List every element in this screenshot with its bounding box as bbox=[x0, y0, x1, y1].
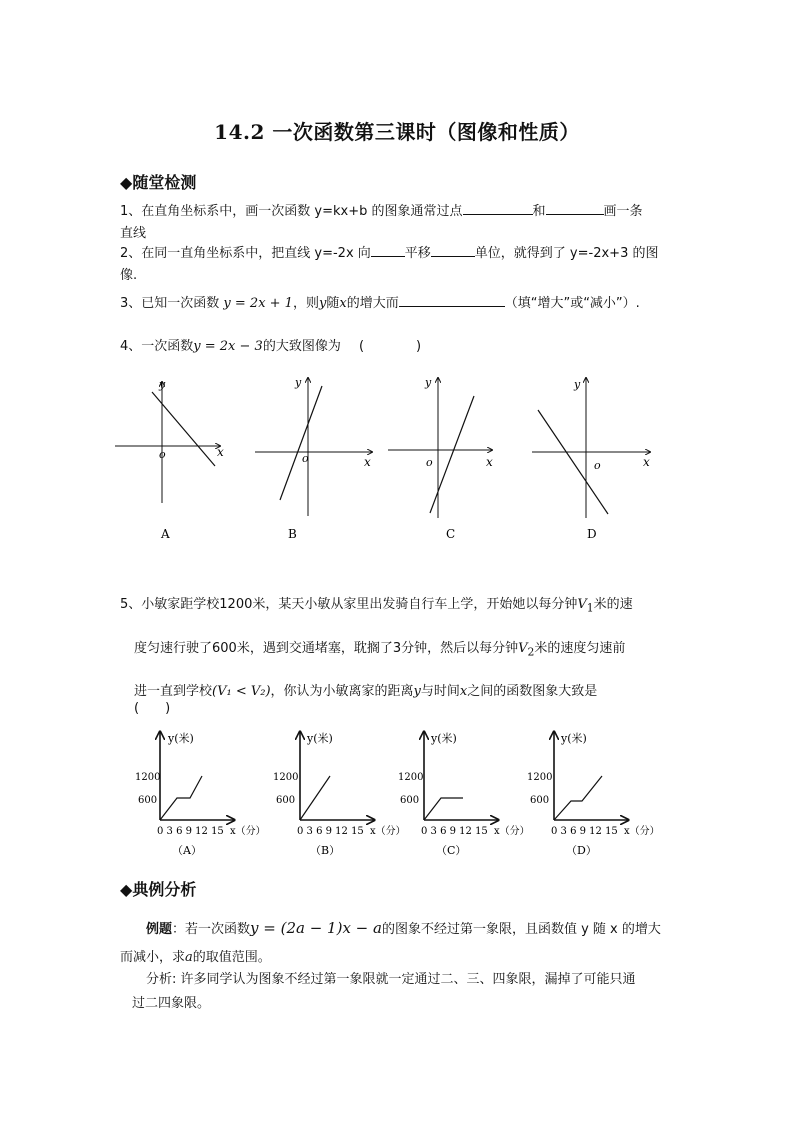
q5-graphs bbox=[130, 726, 690, 866]
q4-graphs bbox=[100, 368, 680, 548]
q5-graph-a-x-label: x（分） bbox=[230, 826, 266, 837]
question-3 bbox=[120, 292, 700, 315]
q3-text-4: 的增大而 bbox=[346, 296, 399, 311]
q5-graph-d-x-label: x（分） bbox=[624, 826, 660, 837]
graph-b-line bbox=[280, 386, 322, 500]
q4-text-2: 的大致图像为 bbox=[262, 339, 341, 354]
q5-graph-c-y-label: y(米) bbox=[431, 732, 457, 745]
graph-c-caption: C bbox=[446, 527, 456, 541]
section-heading-examples bbox=[120, 877, 196, 900]
q3-text: 3、已知一次函数 bbox=[120, 296, 220, 311]
example-text-2: 的图象不经过第一象限，且函数值 y 随 x 的增大 bbox=[381, 922, 661, 937]
q4-formula: y = 2x − 3 bbox=[193, 339, 263, 354]
graph-b-y-label: y bbox=[295, 376, 302, 389]
q5-text-2b: 米的速度匀速前 bbox=[534, 640, 626, 656]
graph-d[interactable] bbox=[532, 378, 650, 541]
graph-d-y-label: y bbox=[574, 378, 581, 391]
q2-text: 2、在同一直角坐标系中，把直线 y=-2x 向 bbox=[120, 246, 371, 261]
graph-a-origin: o bbox=[159, 448, 166, 461]
q5-graph-c[interactable] bbox=[398, 731, 530, 857]
graph-c[interactable] bbox=[388, 376, 493, 541]
graph-b-x-label: x bbox=[364, 455, 371, 469]
q3-blank[interactable] bbox=[399, 292, 505, 307]
q5-graph-a-line bbox=[160, 776, 202, 820]
analysis bbox=[120, 968, 680, 1016]
analysis-line-1: 分析: 许多同学认为图象不经过第一象限就一定通过二、三、四象限，漏掉了可能只通 bbox=[146, 972, 636, 987]
q4-text: 4、一次函数 bbox=[120, 339, 194, 354]
q5-graph-d-line bbox=[554, 776, 602, 820]
section-heading-practice bbox=[120, 170, 196, 193]
graph-c-y-label: y bbox=[425, 376, 432, 389]
q5-graph-b-tick-1200: 1200 bbox=[273, 772, 299, 783]
example-problem bbox=[120, 914, 680, 972]
graph-c-x-label: x bbox=[486, 455, 493, 469]
q5-graph-a-x-ticks: 0 3 6 9 12 15 bbox=[157, 826, 224, 837]
diamond-icon: ◆ bbox=[120, 173, 133, 192]
q5-text-3d: 之间的函数图象大致是 bbox=[467, 684, 598, 700]
graph-b[interactable] bbox=[255, 376, 372, 541]
example-formula: y = (2a − 1)x − a bbox=[250, 919, 382, 937]
q2-blank-2[interactable] bbox=[431, 242, 475, 257]
q3-var-x: x bbox=[339, 296, 347, 311]
q5-line-3 bbox=[120, 672, 700, 712]
graph-b-caption: B bbox=[288, 527, 297, 541]
q1-text-and: 和 bbox=[532, 204, 546, 219]
q3-formula: y = 2x + 1 bbox=[223, 296, 293, 311]
q5-graph-b-tick-600: 600 bbox=[276, 795, 296, 806]
example-line-1 bbox=[120, 914, 680, 944]
q5-graph-a-y-label: y(米) bbox=[168, 732, 194, 745]
q5-text-3: 进一直到学校 bbox=[134, 684, 213, 700]
example-text-1: ：若一次函数 bbox=[172, 922, 251, 937]
q5-graph-a[interactable] bbox=[135, 731, 266, 857]
q3-var-y: y bbox=[318, 296, 327, 311]
q5-graph-c-x-ticks: 0 3 6 9 12 15 bbox=[421, 826, 488, 837]
q3-text-2: ，则 bbox=[292, 296, 319, 311]
q5-graph-b-x-label: x（分） bbox=[370, 826, 406, 837]
q5-graph-d-caption: （D） bbox=[566, 844, 597, 857]
q1-text-end: 画一条 bbox=[603, 204, 643, 219]
q1-blank-2[interactable] bbox=[546, 200, 604, 215]
graph-d-caption: D bbox=[587, 527, 597, 541]
q5-text-1b: 米的速 bbox=[593, 597, 633, 612]
question-4 bbox=[120, 336, 680, 358]
graph-a-y-label: y bbox=[159, 378, 166, 391]
q5-v1-sub: 1 bbox=[586, 601, 594, 615]
q3-text-3: 随 bbox=[326, 296, 340, 311]
question-5 bbox=[120, 585, 700, 712]
q4-answer-paren[interactable]: ( ) bbox=[358, 339, 422, 354]
q5-graph-b-y-label: y(米) bbox=[307, 732, 333, 745]
q2-text-end: 单位，就得到了 y=-2x+3 的图 bbox=[474, 246, 659, 261]
q5-graph-c-tick-600: 600 bbox=[400, 795, 420, 806]
example-label: 例题 bbox=[146, 922, 173, 937]
q2-blank-1[interactable] bbox=[371, 242, 405, 257]
question-1 bbox=[120, 200, 680, 245]
page-title: 14.2 一次函数第三课时（图像和性质） bbox=[214, 120, 580, 144]
q5-comparison: (V₁ < V₂) bbox=[212, 684, 271, 700]
q3-text-end: （填“增大”或“减小”）. bbox=[504, 296, 640, 311]
q1-text-line2: 直线 bbox=[120, 226, 147, 241]
q5-v2-sub: 2 bbox=[527, 645, 535, 659]
graph-a-caption: A bbox=[161, 527, 170, 541]
q5-graph-b[interactable] bbox=[273, 731, 406, 857]
graph-d-x-label: x bbox=[643, 455, 650, 469]
q5-line-1 bbox=[120, 585, 700, 629]
q2-text-shift: 平移 bbox=[404, 246, 431, 261]
q5-line-2 bbox=[120, 629, 700, 673]
q5-graph-a-tick-600: 600 bbox=[138, 795, 158, 806]
q5-graph-d-x-ticks: 0 3 6 9 12 15 bbox=[551, 826, 618, 837]
q5-answer-paren[interactable]: ( ) bbox=[134, 701, 171, 716]
graph-a-x-label: x bbox=[217, 445, 224, 459]
q5-graph-a-caption: （A） bbox=[172, 844, 202, 857]
q5-v1: V bbox=[577, 597, 587, 612]
q5-graph-b-x-ticks: 0 3 6 9 12 15 bbox=[297, 826, 364, 837]
q1-text: 1、在直角坐标系中，画一次函数 y=kx+b 的图象通常过点 bbox=[120, 204, 463, 219]
question-2 bbox=[120, 242, 680, 287]
q5-graph-a-tick-1200: 1200 bbox=[135, 772, 161, 783]
section-label: 随堂检测 bbox=[132, 173, 197, 192]
q5-graph-d-tick-600: 600 bbox=[530, 795, 550, 806]
graph-c-line bbox=[430, 396, 474, 513]
q5-graph-c-line bbox=[424, 798, 463, 820]
q5-graph-c-x-label: x（分） bbox=[494, 826, 530, 837]
example-var-a: a bbox=[185, 950, 193, 965]
q5-graph-d[interactable] bbox=[527, 731, 660, 857]
example-text-3: 而减小，求 bbox=[120, 950, 186, 965]
q5-text-3b: ，你认为小敏离家的距离 bbox=[270, 684, 414, 700]
q1-blank-1[interactable] bbox=[463, 200, 533, 215]
q5-text-1: 5、小敏家距学校1200米，某天小敏从家里出发骑自行车上学，开始她以每分钟 bbox=[120, 597, 578, 612]
q5-text-2: 度匀速行驶了600米，遇到交通堵塞，耽搁了3分钟，然后以每分钟 bbox=[134, 640, 519, 656]
q5-graph-b-caption: （B） bbox=[310, 844, 341, 857]
graph-b-origin: o bbox=[302, 452, 309, 465]
analysis-line-2: 过二四象限。 bbox=[132, 996, 211, 1011]
q5-graph-b-line bbox=[300, 776, 330, 820]
diamond-icon: ◆ bbox=[120, 880, 133, 899]
graph-d-origin: o bbox=[594, 459, 601, 472]
graph-a[interactable] bbox=[115, 378, 224, 541]
q5-v2: V bbox=[518, 640, 528, 656]
q5-var-x: x bbox=[459, 684, 468, 700]
graph-c-origin: o bbox=[426, 456, 433, 469]
q2-text-line2: 像. bbox=[120, 268, 138, 283]
q5-var-y: y bbox=[413, 684, 421, 700]
q5-graph-d-tick-1200: 1200 bbox=[527, 772, 553, 783]
q5-graph-c-caption: （C） bbox=[436, 844, 467, 857]
section-label: 典例分析 bbox=[132, 880, 197, 899]
example-text-4: 的取值范围。 bbox=[192, 950, 271, 965]
q5-graph-c-tick-1200: 1200 bbox=[398, 772, 424, 783]
q5-graph-d-y-label: y(米) bbox=[561, 732, 587, 745]
q5-text-3c: 与时间 bbox=[420, 684, 460, 700]
